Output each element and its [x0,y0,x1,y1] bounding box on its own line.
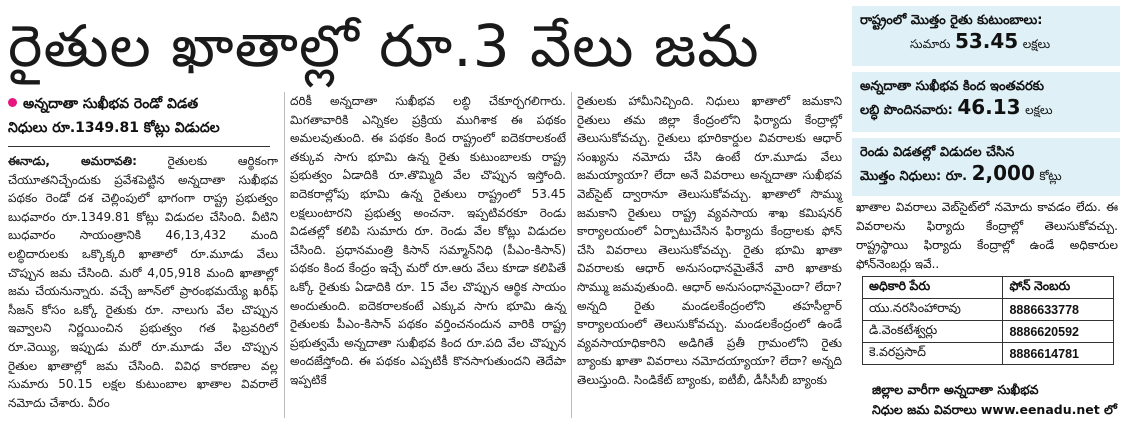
article-column-1 [8,152,278,412]
stat-label: అన్నదాతా సుఖీభవ కింద ఇంతవరకు [860,79,1044,94]
article-column-2 [290,92,566,390]
stat-value-line: మొత్తం నిధులు: రూ. 2,000 కోట్లు [860,161,1062,185]
article-text-2: దరికీ అన్నదాతా సుఖీభవ లబ్ధి చేకూర్చగలిగారు. మిగతావారికి ఎన్నికల ప్రక్రియ ముగిశాక ఈ పథకం అమలవుతుంది. ఈ పథకం కింద రాష్ట్రంలో ఐదెకరాలకంటే తక్కువ సాగు భూమి ఉన్న రైతు కుటుంబాలకు రాష్ట్ర ప్రభుత్వం ఏడాదికి రూ.తొమ్మిది వేల చొప్పున ఇస్తోంది. ఐదెకరాల్లోపు భూమి ఉన్న రైతులు రాష్ట్రంలో 53.45 లక్షలుంటారని ప్రభుత్వ అంచనా. ఇప్పటివరకూ రెండు విడతల్లో కలిపి సుమారు రూ. రెండు వేల కోట్లు విడుదల చేసింది. ప్రధానమంత్రి కిసాన్ సమ్మాన్‌నిధి (పీఎం-కిసాన్) పథకం కింద కేంద్రం ఇచ్చే మరో రూ.ఆరు వేలు కూడా కలిపితే ఒక్కో రైతుకు ఏడాదికి రూ. 15 వేల చొప్పున ఆర్థిక సాయం అందుతుంది. ఐదెకరాలకంటే ఎక్కువ సాగు భూమి ఉన్న రైతులకు పీఎం-కిసాన్ పథకం వర్తించనందున వారికి రాష్ట్ర ప్రభుత్వమే అన్నదాతా సుఖీభవ కింద రూ.పది వేల చొప్పున అందజేస్తోంది. ఈ పథకం ఎప్పటికీ కొనసాగుతుందని తెదేపా ఇప్పటికే [290,94,566,387]
headline: రైతుల ఖాతాల్లో రూ.3 వేలు జమ [8,12,760,80]
table-row [863,343,1114,365]
officer-phone: 8886614781 [1003,343,1114,365]
stat-box-families [852,6,1120,66]
article-text-3: రైతులకు హామీనిచ్చింది. నిధులు ఖాతాలో జమకాని రైతులు తమ జిల్లా కేంద్రంలోని ఫిర్యాదు కేంద్రాల్లో తెలుసుకోవచ్చు. రైతులు భూరికార్డుల వివరాలకు ఆధార్ సంఖ్యను నమోదు చేసి ఉంటే రూ.మూడు వేలు జమయ్యాయా? లేదా అనే వివరాలు అన్నదాతా సుఖీభవ వెబ్‌సైట్ ద్వారానూ తెలుసుకోవచ్చు. ఖాతాలో సొమ్ము జమకాని రైతులు రాష్ట్ర వ్యవసాయ శాఖ కమిషనర్ కార్యాలయంలో ఏర్పాటుచేసిన ఫిర్యాదు కేంద్రాలకు ఫోన్ చేసి వివరాలు తెలుసుకోవచ్చు. రైతు భూమి ఖాతా వివరాలకు ఆధార్ అనుసంధానమైతేనే వారి ఖాతాకు సొమ్ము జమవుతుంది. ఆధార్ అనుసంధానమైందా? లేదా? అన్నది రైతు మండలకేంద్రంలోని తహసీల్దార్ కార్యాలయంలో తెలుసుకోవచ్చు. మండలకేంద్రంలో ఉండే వ్యవసాయాధికారిని అడిగితే ప్రతీ గ్రామంలోని రైతు బ్యాంకు ఖాతా వివరాలు నమోదయ్యాయా? లేదా? అన్నది తెలుస్తుంది. సిండికేట్ బ్యాంకు, ఐటీబీ, డీసీసీబీ బ్యాంకు [577,94,842,387]
stat-label: రెండు విడతల్లో విడుదల చేసిన [860,145,1015,160]
officer-name: యు.నరసింహారావు [863,299,1003,321]
stat-box-beneficiaries [852,72,1120,132]
header-cell: అధికారి పేరు [863,277,1003,299]
article-text-1: రైతులకు ఆర్థికంగా చేయూతనిచ్చేందుకు ప్రవేశపెట్టిన అన్నదాతా సుఖీభవ పథకం రెండో దశ చెల్లింపులో భాగంగా రాష్ట్ర ప్రభుత్వం బుధవారం రూ.1349.81 కోట్లు విడుదల చేసింది. వీటిని బుధవారం సాయంత్రానికి 46,13,432 మంది లబ్ధిదారులకు ఒక్కొక్కరి ఖాతాలో రూ.మూడు వేలు చొప్పున జమ చేసింది. మరో 4,05,918 మంది ఖాతాల్లో జమ చేయనున్నారు. వచ్చే జూన్‌లో ప్రారంభమయ్యే ఖరీఫ్ సీజన్ కోసం ఒక్కో రైతుకు రూ. నాలుగు వేల చొప్పున ఇవ్వాలని నిర్ణయించిన ప్రభుత్వం గత ఫిబ్రవరిలో రూ.వెయ్యి, ఇప్పుడు మరో రూ.మూడు వేల చొప్పున రైతుల ఖాతాల్లో జమ చేసింది. వివిధ కారణాల వల్ల సుమారు 50.15 లక్షల కుటుంబాల ఖాతాల వివరాలే నమోదు చేశారు. వీరం [8,154,278,410]
stat-box-funds [852,138,1120,196]
header-cell: ఫోన్ నెంబరు [1003,277,1114,299]
officer-phone: 8886620592 [1003,321,1114,343]
deck [8,92,278,147]
table-row [863,321,1114,343]
article-column-3 [577,92,842,390]
officer-name: డి.వెంకటేశ్వర్లు [863,321,1003,343]
deck-line-1: అన్నదాతా సుఖీభవ రెండో విడత [8,92,278,116]
column-divider [571,92,572,418]
footer-line-1: జిల్లాల వారీగా అన్నదాతా సుఖీభవ [872,382,1039,397]
footer-note [872,380,1122,420]
stat-value: 46.13 [957,95,1021,119]
bullet-icon [8,98,17,107]
stat-label: రాష్ట్రంలో మొత్తం రైతు కుటుంబాలు: [860,13,1043,28]
officer-phone: 8886633778 [1003,299,1114,321]
stat-value: 53.45 [954,29,1019,53]
deck-rule [8,146,270,147]
footer-line-2: నిధుల జమ వివరాలు www.eenadu.net లో [872,402,1117,417]
side-text: ఖాతాల వివరాలు వెబ్‌సైట్‌లో నమోదు కావడం లేదు. ఈ వివరాలను ఫిర్యాదు కేంద్రాల్లో తెలుసుకోవచ్చు. రాష్ట్రస్థాయి ఫిర్యాదు కేంద్రాల్లో ఉండే అధికారుల ఫోన్‌నెంబర్లు ఇవే.. [856,200,1118,271]
officers-table [862,276,1114,365]
dateline: ఈనాడు, అమరావతి: [8,154,137,168]
table-row [863,299,1114,321]
stat-value-line: సుమారు 53.45 లక్షలు [910,29,1051,53]
stat-value: 2,000 [971,161,1035,185]
table-header-row [863,277,1114,299]
officer-name: కె.వరప్రసాద్ [863,343,1003,365]
deck-line-2: నిధులు రూ.1349.81 కోట్లు విడుదల [8,120,220,136]
stat-value-line: లబ్ధి పొందినవారు: 46.13 లక్షలు [860,95,1053,119]
column-divider [284,92,285,418]
